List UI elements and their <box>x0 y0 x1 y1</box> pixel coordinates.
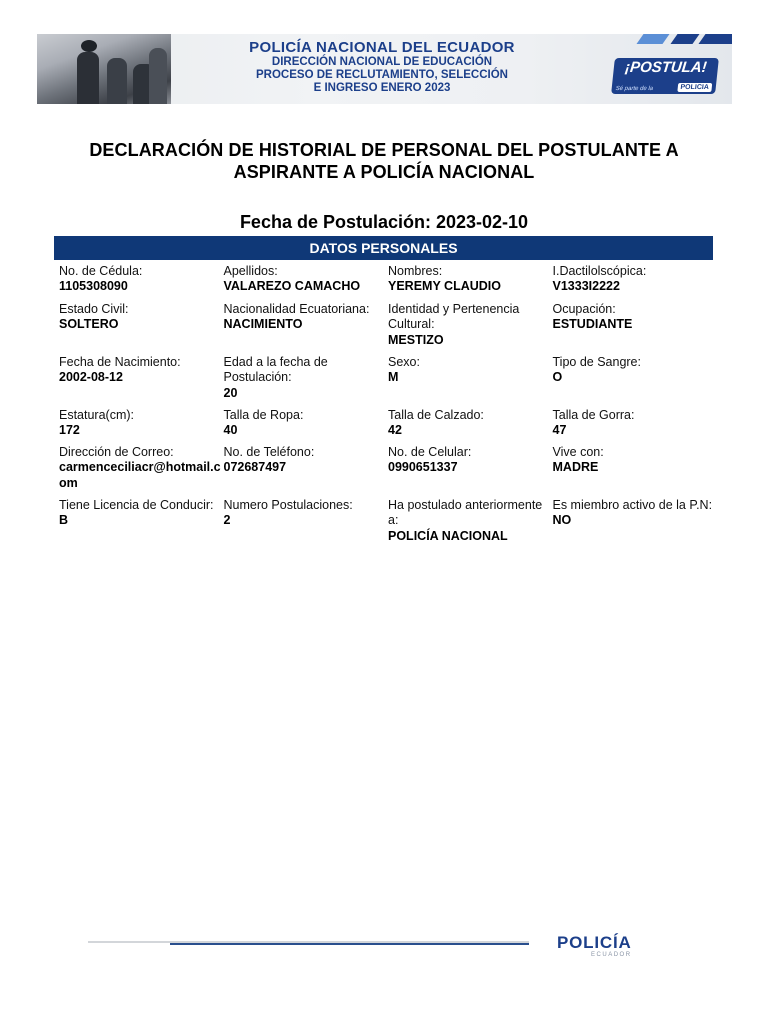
postula-badge <box>611 58 719 94</box>
field-correo <box>59 445 224 498</box>
banner-text-block <box>187 40 577 95</box>
field-row <box>59 264 719 302</box>
field-nombres <box>388 264 553 302</box>
banner-line-2: PROCESO DE RECLUTAMIENTO, SELECCIÓN <box>256 69 508 81</box>
field-value: VALAREZO CAMACHO <box>223 279 361 294</box>
field-label: Estado Civil: <box>59 302 129 316</box>
banner-title: POLICÍA NACIONAL DEL ECUADOR <box>249 39 515 56</box>
document-title <box>54 139 714 183</box>
field-estatura <box>59 408 224 445</box>
field-talla-calzado <box>388 408 553 445</box>
field-postulado-anteriormente <box>388 498 553 551</box>
field-value: 42 <box>388 423 402 438</box>
field-identidad-cultural <box>388 302 553 355</box>
field-label: I.Dactilolscópica: <box>552 264 647 278</box>
field-value: POLICÍA NACIONAL <box>388 528 508 543</box>
postula-badge-logo: POLICIA <box>677 83 712 92</box>
field-dactiloscopica <box>553 264 718 302</box>
document-title-line-1: DECLARACIÓN DE HISTORIAL DE PERSONAL DEL POSTULANTE A <box>89 140 679 160</box>
field-row <box>59 445 719 498</box>
field-row <box>59 408 719 445</box>
field-value: carmenceciliacr@hotmail.com <box>59 460 221 490</box>
field-value: NO <box>552 513 572 528</box>
field-value: MESTIZO <box>388 332 444 347</box>
field-numero-postulaciones <box>224 498 389 551</box>
postula-badge-text: ¡POSTULA! <box>624 59 708 76</box>
field-label: Talla de Gorra: <box>552 408 635 422</box>
field-value: SOLTERO <box>59 317 119 332</box>
postula-badge-subtext: Sé parte de la <box>615 86 654 92</box>
field-value: 47 <box>552 423 567 438</box>
field-value: 1105308090 <box>59 279 128 294</box>
field-vive-con <box>553 445 718 498</box>
field-value: 20 <box>223 385 238 400</box>
field-label: No. de Teléfono: <box>223 445 315 459</box>
field-value: 2002-08-12 <box>59 370 123 385</box>
footer-logo-text: POLICÍA <box>557 933 632 952</box>
field-estado-civil <box>59 302 224 355</box>
banner-line-1: DIRECCIÓN NACIONAL DE EDUCACIÓN <box>271 56 493 68</box>
field-label: No. de Cédula: <box>59 264 143 278</box>
application-date: Fecha de Postulación: 2023-02-10 <box>239 212 529 232</box>
field-value: YEREMY CLAUDIO <box>388 279 501 294</box>
field-value: V1333I2222 <box>552 279 620 294</box>
field-value: 40 <box>223 423 238 438</box>
field-label: Nacionalidad Ecuatoriana: <box>223 302 370 316</box>
personal-data-grid <box>59 264 719 551</box>
field-label: Numero Postulaciones: <box>223 498 353 512</box>
footer-policia-logo <box>557 934 632 959</box>
field-label: Dirección de Correo: <box>59 445 174 459</box>
field-value: B <box>59 513 69 528</box>
field-label: Tiene Licencia de Conducir: <box>59 498 214 512</box>
field-nacionalidad <box>224 302 389 355</box>
field-label: Es miembro activo de la P.N: <box>552 498 713 512</box>
field-sexo <box>388 355 553 408</box>
header-banner <box>37 34 732 104</box>
field-value: 072687497 <box>223 460 287 475</box>
officers-photo <box>37 34 171 104</box>
field-celular <box>388 445 553 498</box>
section-header-personal-data: DATOS PERSONALES <box>54 236 713 260</box>
footer-divider-dark <box>170 943 529 945</box>
field-value: 2 <box>223 513 231 528</box>
document-title-line-2: ASPIRANTE A POLICÍA NACIONAL <box>233 162 535 182</box>
field-value: ESTUDIANTE <box>552 317 633 332</box>
field-fecha-nacimiento <box>59 355 224 408</box>
field-label: Fecha de Nacimiento: <box>59 355 181 369</box>
field-label: Ocupación: <box>552 302 616 316</box>
field-talla-ropa <box>224 408 389 445</box>
field-label: Vive con: <box>552 445 604 459</box>
field-label: Estatura(cm): <box>59 408 135 422</box>
field-telefono <box>224 445 389 498</box>
field-talla-gorra <box>553 408 718 445</box>
field-label: Apellidos: <box>223 264 278 278</box>
field-value: NACIMIENTO <box>223 317 303 332</box>
field-label: Talla de Calzado: <box>388 408 484 422</box>
field-label: Identidad y Pertenencia Cultural: <box>388 302 520 332</box>
field-value: M <box>388 370 399 385</box>
field-cedula <box>59 264 224 302</box>
field-value: O <box>552 370 563 385</box>
field-tipo-sangre <box>553 355 718 408</box>
field-label: Tipo de Sangre: <box>552 355 641 369</box>
banner-line-3: E INGRESO ENERO 2023 <box>313 82 451 94</box>
field-miembro-activo <box>553 498 718 551</box>
field-label: No. de Celular: <box>388 445 472 459</box>
field-label: Edad a la fecha de Postulación: <box>223 355 328 385</box>
field-apellidos <box>224 264 389 302</box>
field-row <box>59 355 719 408</box>
field-label: Talla de Ropa: <box>223 408 304 422</box>
field-label: Ha postulado anteriormente a: <box>388 498 543 528</box>
field-value: 172 <box>59 423 80 438</box>
field-row <box>59 498 719 551</box>
field-edad <box>224 355 389 408</box>
field-value: 0990651337 <box>388 460 458 475</box>
field-ocupacion <box>553 302 718 355</box>
field-label: Sexo: <box>388 355 420 369</box>
field-label: Nombres: <box>388 264 443 278</box>
field-row <box>59 302 719 355</box>
field-value: MADRE <box>552 460 599 475</box>
field-licencia <box>59 498 224 551</box>
footer-logo-subtext: ECUADOR <box>591 952 632 958</box>
